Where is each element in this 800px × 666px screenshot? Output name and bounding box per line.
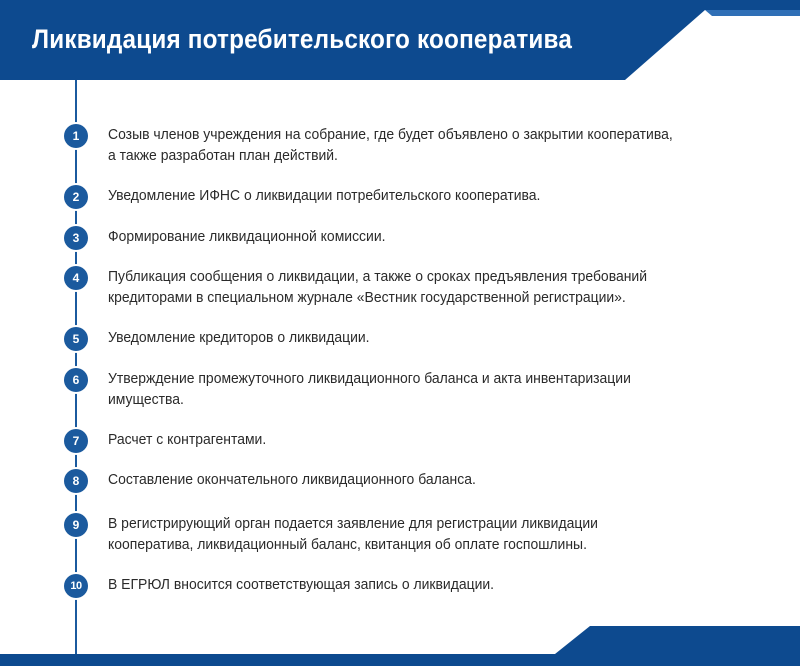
step-text [108,513,703,555]
step-text-line: кооператива, ликвидационный баланс, квитанция об оплате госпошлины. [108,536,587,553]
step-number-badge: 7 [64,429,88,453]
step-text-line: Публикация сообщения о ликвидации, а также о сроках предъявления требований [108,268,648,285]
step-text-line: В регистрирующий орган подается заявление для регистрации ликвидации [108,515,598,532]
step-number-badge: 5 [64,327,88,351]
step-text-line: Уведомление кредиторов о ликвидации. [108,329,370,346]
step-number-badge: 1 [64,124,88,148]
footer-band [0,626,800,666]
header-banner [0,0,800,80]
step-text-line: а также разработан план действий. [108,147,338,164]
step-number-badge: 9 [64,513,88,537]
step-text [108,266,703,308]
step-text-line: В ЕГРЮЛ вносится соответствующая запись о ликвидации. [108,576,495,593]
step-text-line: Утверждение промежуточного ликвидационного баланса и акта инвентаризации [108,370,631,387]
step-text [108,124,703,166]
step-text [108,185,703,206]
step-text [108,368,703,410]
step-number-badge: 2 [64,185,88,209]
step-text-line: Расчет с контрагентами. [108,431,267,448]
step-text-line: Составление окончательного ликвидационного баланса. [108,471,476,488]
footer-shape [0,626,800,666]
step-number-badge: 3 [64,226,88,250]
step-text [108,469,703,490]
step-text [108,226,703,247]
step-number-badge: 8 [64,469,88,493]
step-number-badge: 4 [64,266,88,290]
step-number-badge: 6 [64,368,88,392]
step-text-line: кредиторами в специальном журнале «Вестник государственной регистрации». [108,289,626,306]
step-text-line: Созыв членов учреждения на собрание, где будет объявлено о закрытии кооператива, [108,126,673,143]
step-text [108,574,703,595]
step-text-line: Формирование ликвидационной комиссии. [108,228,386,245]
step-number-badge: 10 [64,574,88,598]
step-text-line: имущества. [108,391,184,408]
page-title: Ликвидация потребительского кооператива [32,24,573,54]
step-text [108,429,703,450]
step-text-line: Уведомление ИФНС о ликвидации потребительского кооператива. [108,187,541,204]
step-text [108,327,703,348]
